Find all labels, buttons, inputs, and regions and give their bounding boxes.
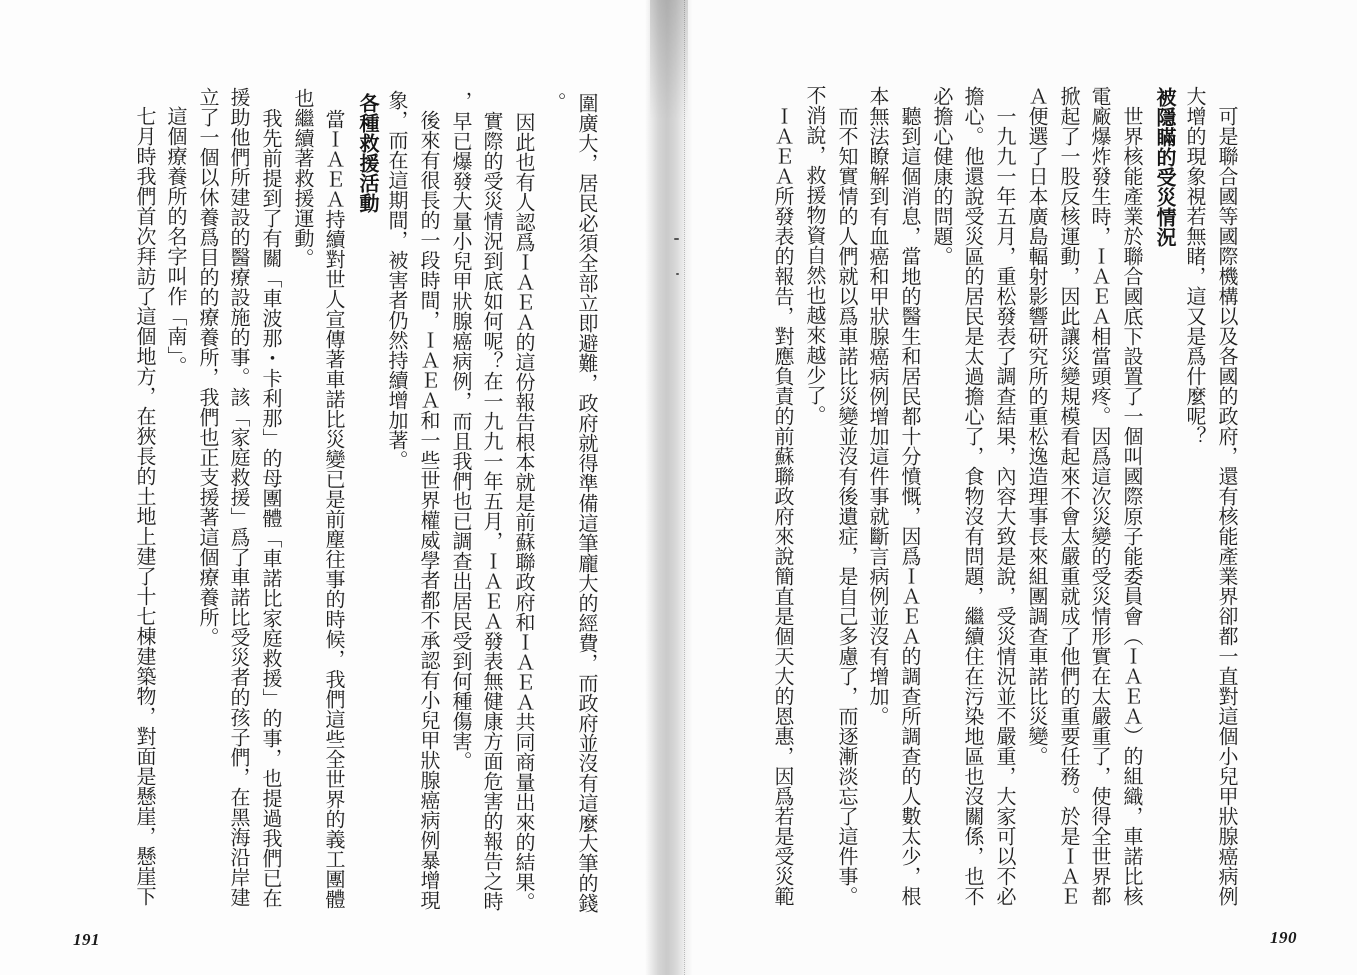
text-column: 我先前提到了有關「車波那・卡利那」的母團體「車諾比家庭救援」的事，也提過我們已在 bbox=[259, 108, 283, 908]
text-column: 大增的現象視若無睹，這又是爲什麼呢？ bbox=[1183, 86, 1207, 446]
text-column: 聽到這個消息，當地的醫生和居民都十分憤慨，因爲ＩＡＥＡ的調查所調查的人數太少，根 bbox=[898, 106, 922, 906]
scan-speck bbox=[676, 273, 679, 275]
text-column: ，早已爆發大量小兒甲狀腺癌病例，而且我們也已調查出居民受到何種傷害。 bbox=[449, 91, 473, 771]
text-column: 電廠爆炸發生時，ＩＡＥＡ相當頭疼。因爲這次災變的受災情形實在太嚴重了，使得全世界都 bbox=[1088, 86, 1112, 906]
text-column: 七月時我們首次拜訪了這個地方，在狹長的土地上建了十七棟建築物，對面是懸崖，懸崖下 bbox=[133, 106, 157, 906]
text-column: 立了一個以休養爲目的的療養所，我們也正支援著這個療養所。 bbox=[196, 87, 220, 647]
text-column: 後來有很長的一段時間，ＩＡＥＡ和一些世界權威學者都不承認有小兒甲狀腺癌病例暴增現 bbox=[417, 110, 441, 910]
text-column: 掀起了一股反核運動，因此讓災變規模看起來不會太嚴重就成了他們的重要任務。於是ＩＡＥ bbox=[1057, 86, 1081, 906]
text-column: 可是聯合國等國際機構以及各國的政府，還有核能產業界卻都一直對這個小兒甲狀腺癌病例 bbox=[1215, 106, 1239, 906]
text-column: 。 bbox=[543, 92, 567, 112]
section-heading: 各種救援活動 bbox=[356, 93, 380, 213]
text-column: 圍廣大，居民必須全部立即避難，政府就得準備這筆龐大的經費，而政府並沒有這麼大筆的錢 bbox=[575, 93, 599, 913]
text-column: 本無法瞭解到有血癌和甲狀腺癌病例增加這件事就斷言病例並沒有增加。 bbox=[866, 86, 890, 726]
text-column: 這個療養所的名字叫作「南」。 bbox=[164, 106, 188, 376]
section-heading: 被隱瞞的受災情況 bbox=[1153, 87, 1177, 247]
page-number: 190 bbox=[1270, 928, 1297, 947]
text-column: 也繼續著救援運動。 bbox=[291, 88, 315, 268]
page-number: 191 bbox=[73, 930, 100, 949]
gutter-top-shadow bbox=[650, 0, 688, 120]
gutter-dotted-line bbox=[684, 0, 685, 975]
text-column: 援助他們所建設的醫療設施的事。該「家庭救援」爲了車諾比受災者的孩子們，在黑海沿岸建 bbox=[227, 87, 251, 907]
gutter-shadow bbox=[645, 0, 693, 975]
left-page bbox=[0, 0, 668, 975]
text-column: 不消說，救援物資自然也越來越少了。 bbox=[803, 85, 827, 425]
text-column: Ａ便選了日本廣島輻射影響研究所的重松逸造理事長來組團調查車諾比災變。 bbox=[1025, 86, 1049, 766]
text-column: ＩＡＥＡ所發表的報告，對應負責的前蘇聯政府來說簡直是個天大的恩惠，因爲若是受災範 bbox=[771, 106, 795, 906]
text-column: 一九九一年五月，重松發表了調查結果，內容大致是說，受災情況並不嚴重，大家可以不必 bbox=[993, 106, 1017, 906]
text-column: 象，而在這期間，被害者仍然持續增加著。 bbox=[385, 90, 409, 470]
right-page bbox=[668, 0, 1357, 975]
text-column: 必擔心健康的問題。 bbox=[930, 86, 954, 266]
text-column: 世界核能產業於聯合國底下設置了一個叫國際原子能委員會（ＩＡＥＡ）的組織，車諾比核 bbox=[1120, 106, 1144, 906]
text-column: 當ＩＡＥＡ持續對世人宣傳著車諾比災變已是前塵往事的時候，我們這些全世界的義工團體 bbox=[322, 109, 346, 909]
text-column: 因此也有人認爲ＩＡＥＡ的這份報告根本就是前蘇聯政府和ＩＡＥＡ共同商量出來的結果。 bbox=[512, 112, 536, 912]
scan-speck bbox=[674, 238, 679, 240]
text-column: 實際的受災情況到底如何呢？在一九九一年五月，ＩＡＥＡ發表無健康方面危害的報告之時 bbox=[480, 111, 504, 911]
text-column: 而不知實情的人們就以爲車諾比災變並沒有後遺症，是自己多慮了，而逐漸淡忘了這件事。 bbox=[835, 106, 859, 906]
text-column: 擔心。他還說受災區的居民是太過擔心了，食物沒有問題，繼續住在污染地區也沒關係，也不 bbox=[961, 86, 985, 906]
